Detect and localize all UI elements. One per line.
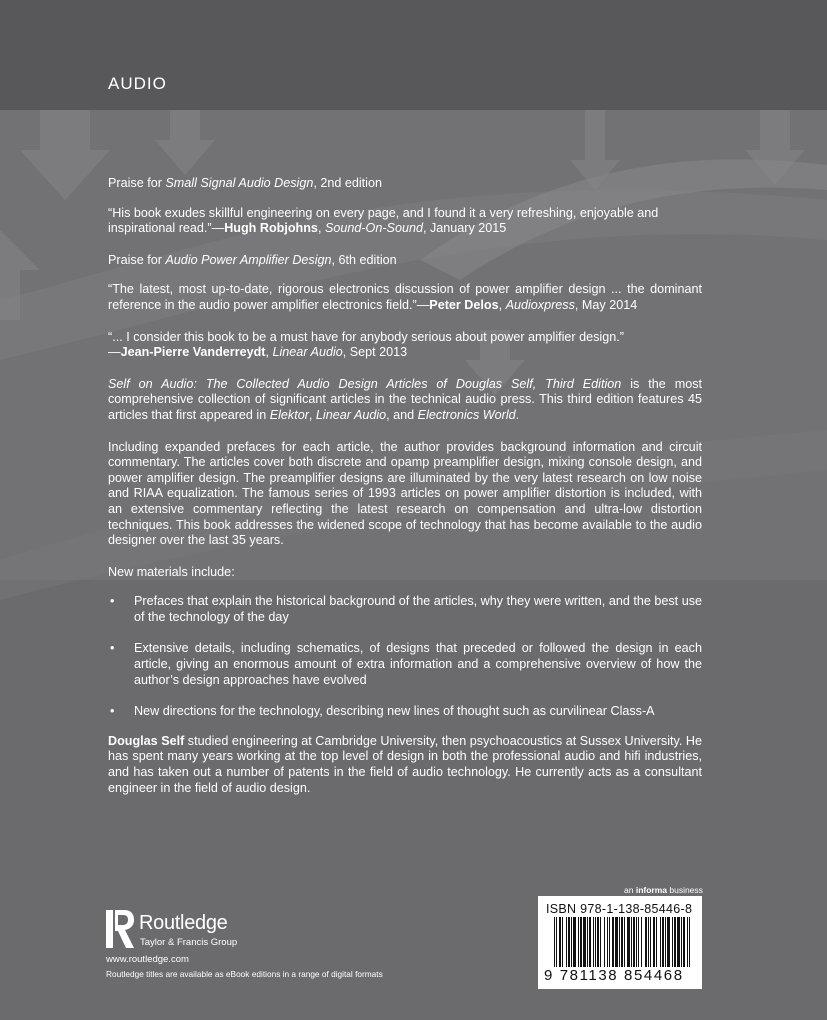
list-item: • Prefaces that explain the historical background of the articles, why they were written, and the best use of the technology of the day bbox=[108, 594, 702, 625]
category-label: AUDIO bbox=[108, 74, 167, 93]
book-summary: Including expanded prefaces for each article, the author provides background information and circuit commentary. The articles cover both discrete and opamp preamplifier design, mixing console design, and power amplifier design. The preamplifier designs are illuminated by the very latest research on low noise and RIAA equalization. The famous series of 1993 articles on power amplifier distortion is included, with an extensive commentary reflecting the latest research on compensation and ultra-low distortion techniques. This book addresses the widened scope of technology that has become available to the audio designer over the last 35 years. bbox=[108, 439, 702, 548]
praise-intro-2: Praise for Audio Power Amplifier Design, 6th edition bbox=[108, 252, 397, 267]
praise-intro-1: Praise for Small Signal Audio Design, 2nd edition bbox=[108, 176, 382, 190]
list-item: • New directions for the technology, describing new lines of thought such as curvilinear Class-A bbox=[108, 704, 702, 720]
publisher-name: Routledge bbox=[139, 912, 228, 934]
praise-quote-2: “The latest, most up-to-date, rigorous electronics discussion of power amplifier design ... the dominant reference in the audio power amplifier electronics field.”—Peter Delos, Audioxpress, May 2014 bbox=[108, 282, 702, 312]
routledge-logo-icon bbox=[106, 910, 134, 948]
praise-quote-1: “His book exudes skillful engineering on every page, and I found it a very refreshing, enjoyable and inspirational read.”—Hugh Robjohns, Sound-On-Sound, January 2015 bbox=[108, 205, 659, 236]
barcode-bars bbox=[554, 917, 690, 967]
isbn-number: ISBN 978-1-138-85446-8 bbox=[546, 902, 693, 916]
new-materials-list bbox=[108, 594, 702, 720]
back-cover-text bbox=[108, 176, 702, 796]
list-item: • Extensive details, including schematics, of designs that preceded or followed the design in each article, giving an enormous amount of extra information and a comprehensive overview of how the author’s design approaches have evolved bbox=[108, 641, 702, 688]
new-materials-heading: New materials include: bbox=[108, 564, 235, 579]
publisher-group: Taylor & Francis Group bbox=[140, 937, 238, 948]
informa-tagline: an informa business bbox=[624, 885, 703, 895]
publisher-url[interactable]: www.routledge.com bbox=[106, 954, 189, 965]
book-description: Self on Audio: The Collected Audio Design Articles of Douglas Self, Third Edition is the most comprehensive collection of significant articles in the technical audio press. This third edition features 45 articles that first appeared in Elektor, Linear Audio, and Electronics World. bbox=[108, 376, 703, 422]
author-bio: Douglas Self studied engineering at Cambridge University, then psychoacoustics at Sussex University. He has spent many years working at the top level of design in both the professional audio and hifi industries, and has taken out a number of patents in the field of audio technology. He currently acts as a consultant engineer in the field of audio design. bbox=[108, 733, 702, 795]
barcode-digits: 9 781138 854468 bbox=[544, 967, 684, 984]
isbn-barcode bbox=[538, 896, 702, 989]
ebook-note: Routledge titles are available as eBook editions in a range of digital formats bbox=[106, 969, 383, 979]
praise-quote-3: “... I consider this book to be a must have for anybody serious about power amplifier design.” —Jean-Pierre Vanderreydt, Linear Audio, Sept 2013 bbox=[108, 329, 624, 360]
publisher-block bbox=[106, 910, 406, 990]
